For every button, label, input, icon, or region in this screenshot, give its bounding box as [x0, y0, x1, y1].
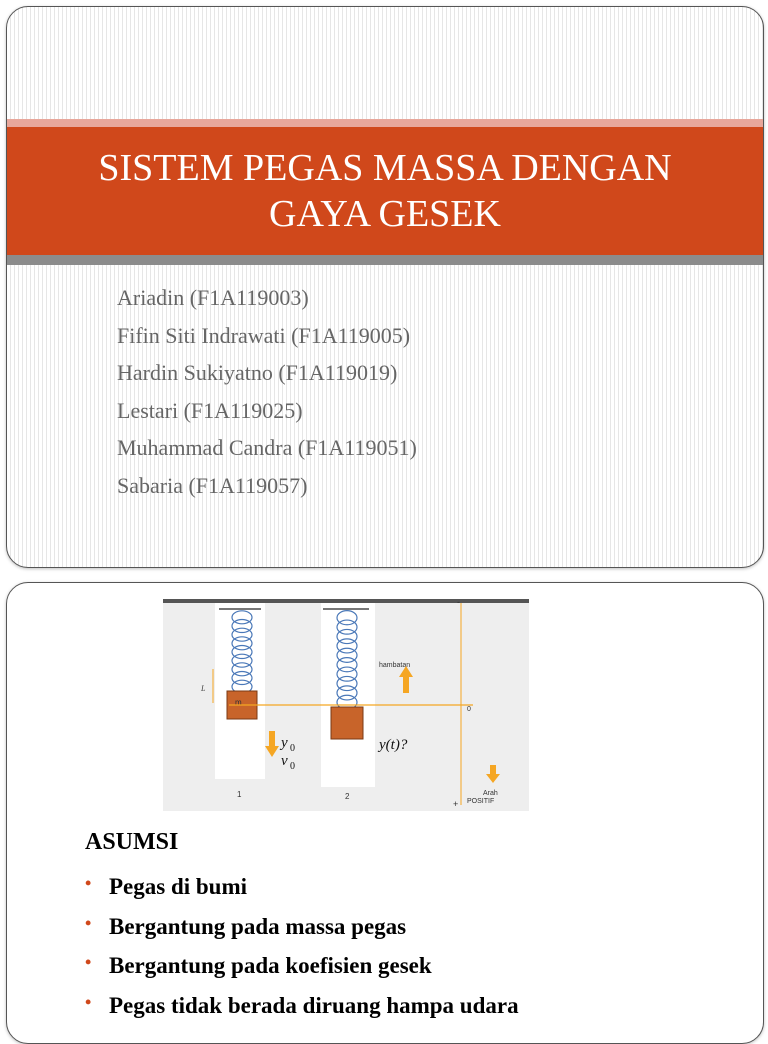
- zero-label: 0: [467, 706, 471, 713]
- author-item: Muhammad Candra (F1A119051): [117, 435, 417, 460]
- v0-subscript: 0: [290, 761, 295, 772]
- assumption-item: [85, 986, 519, 1026]
- bullet-icon: •: [85, 873, 92, 893]
- diagram-svg: [163, 599, 529, 811]
- title-line-1: SISTEM PEGAS MASSA DENGAN: [98, 147, 672, 189]
- assumption-text: Pegas tidak berada diruang hampa udara: [109, 992, 519, 1018]
- v0-label: v: [281, 753, 288, 769]
- spring-mass-diagram: [163, 599, 529, 811]
- axis-minus: -: [457, 599, 460, 607]
- column-1-number: 1: [237, 790, 242, 799]
- y0-label: y: [281, 735, 288, 751]
- y0-subscript: 0: [290, 743, 295, 754]
- assumption-list: [85, 867, 519, 1025]
- title-line-2: GAYA GESEK: [269, 193, 501, 235]
- positif-label: POSITIF: [467, 798, 495, 805]
- author-list: [117, 279, 417, 504]
- mass-label: m: [235, 698, 242, 707]
- author-item: Lestari (F1A119025): [117, 397, 303, 423]
- up-arrow-icon: [399, 666, 413, 693]
- author-item: Hardin Sukiyatno (F1A119019): [117, 360, 398, 385]
- title-slide: [6, 6, 764, 568]
- hambatan-label: hambatan: [379, 662, 411, 669]
- content-slide: [6, 582, 764, 1044]
- bullet-icon: •: [85, 952, 92, 972]
- length-label: L: [201, 684, 206, 693]
- ceiling-bar: [163, 599, 529, 603]
- slide-title: [98, 145, 671, 237]
- asumsi-heading: ASUMSI: [85, 829, 179, 855]
- assumption-text: Bergantung pada koefisien gesek: [109, 953, 432, 978]
- bullet-icon: •: [85, 912, 92, 933]
- assumption-text: Pegas di bumi: [109, 874, 248, 899]
- down-arrow-icon: [265, 731, 279, 757]
- author-item: Fifin Siti Indrawati (F1A119005): [117, 322, 411, 348]
- author-item: Sabaria (F1A119057): [117, 472, 308, 498]
- yt-label: y(t)?: [379, 737, 408, 753]
- mass-2: [331, 707, 363, 739]
- positive-arrow-icon: [486, 765, 500, 783]
- assumption-item: [85, 946, 519, 986]
- author-item: Ariadin (F1A119003): [117, 285, 309, 310]
- column-2-number: 2: [345, 792, 350, 801]
- title-band-shadow: [7, 255, 763, 265]
- bullet-icon: •: [85, 991, 92, 1012]
- title-band: [7, 127, 763, 255]
- axis-plus: +: [453, 799, 459, 809]
- assumption-text: Bergantung pada massa pegas: [109, 913, 407, 939]
- arah-label: Arah: [483, 790, 498, 797]
- assumption-item: [85, 907, 519, 947]
- assumption-item: [85, 867, 519, 907]
- title-band-accent: [7, 119, 763, 127]
